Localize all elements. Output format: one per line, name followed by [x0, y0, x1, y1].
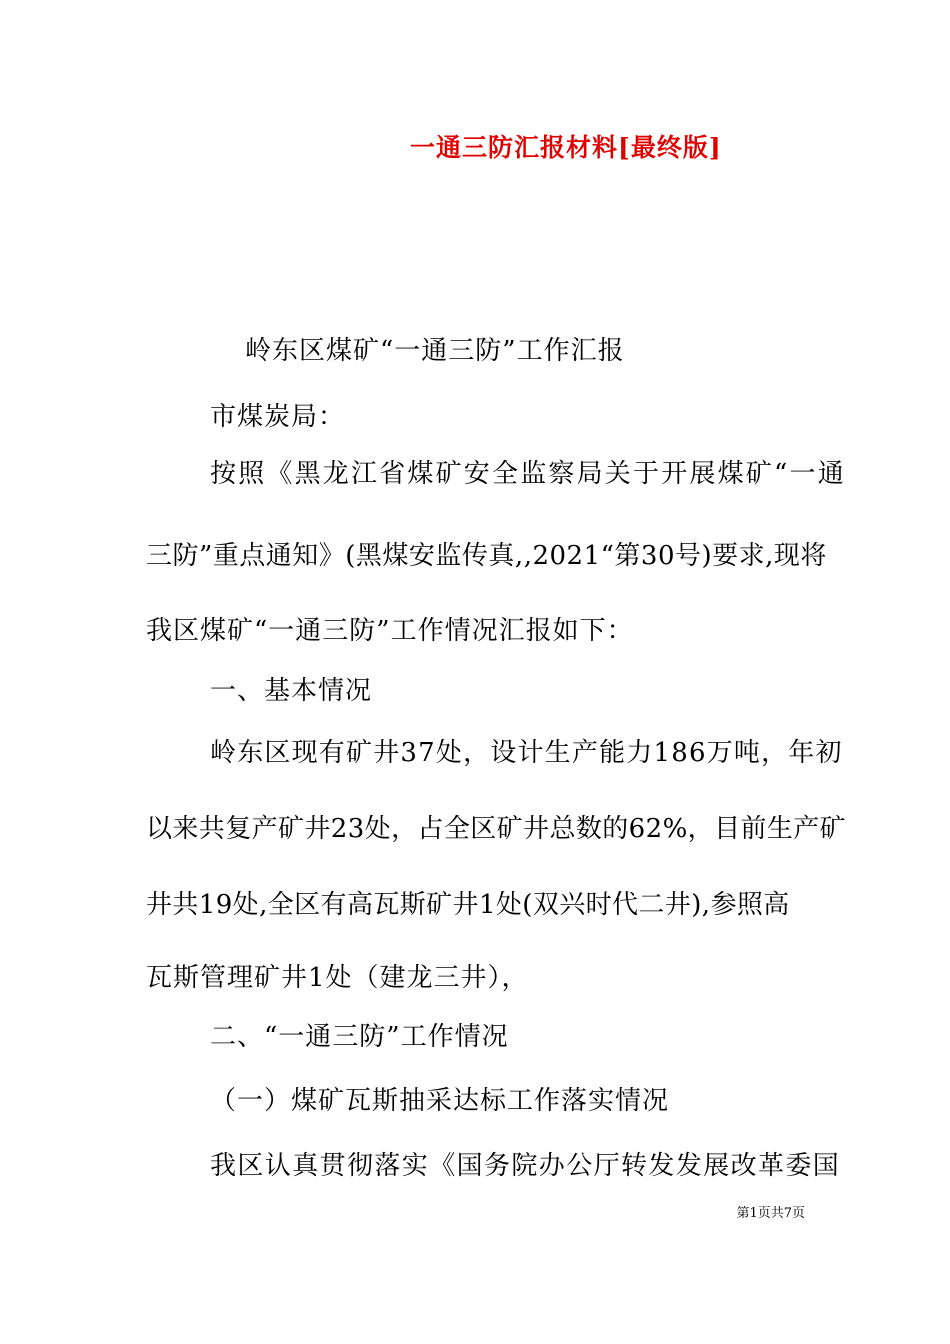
report-heading: 岭东区煤矿“一通三防”工作汇报 — [245, 336, 625, 366]
paragraph-line: 我区煤矿“一通三防”工作情况汇报如下： — [146, 616, 634, 646]
paragraph-line: 我区认真贯彻落实《国务院办公厅转发发展改革委国 — [210, 1151, 841, 1181]
section-heading-work-status: 二、“一通三防”工作情况 — [210, 1022, 509, 1052]
paragraph-line: 按照《黑龙江省煤矿安全监察局关于开展煤矿“一通 — [210, 459, 846, 489]
page-number-footer: 第1页共7页 — [736, 1206, 805, 1221]
document-title: 一通三防汇报材料[最终版] — [410, 133, 722, 162]
paragraph-line: 井共19处,全区有高瓦斯矿井1处(双兴时代二井),参照高 — [146, 890, 790, 920]
salutation: 市煤炭局： — [210, 402, 346, 432]
paragraph-line: 岭东区现有矿井37处，设计生产能力186万吨，年初 — [210, 738, 843, 768]
paragraph-line: 三防”重点通知》(黑煤安监传真,,2021“第30号)要求,现将 — [146, 541, 827, 571]
paragraph-line: 瓦斯管理矿井1处（建龙三井）， — [146, 963, 529, 993]
section-heading-basic-info: 一、基本情况 — [210, 676, 373, 706]
paragraph-line: 以来共复产矿井23处，占全区矿井总数的62%，目前生产矿 — [146, 814, 847, 844]
subsection-heading-gas-extraction: （一）煤矿瓦斯抽采达标工作落实情况 — [210, 1086, 670, 1116]
